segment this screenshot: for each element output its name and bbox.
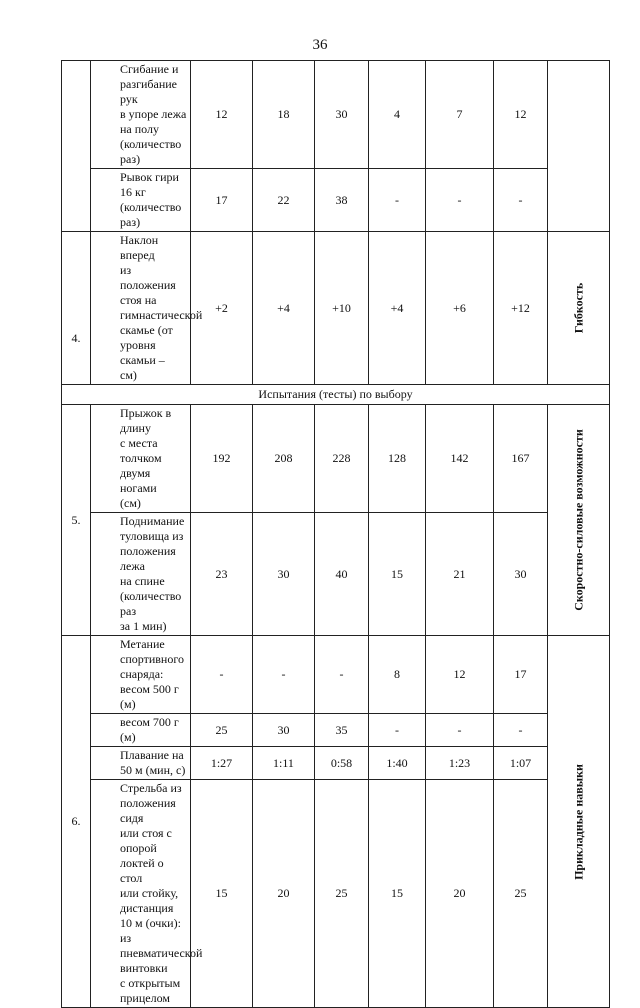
test-name-cell: Поднимание туловища из положения лежа на спине (количество раз за 1 мин) [91, 513, 191, 636]
value-cell: +2 [191, 232, 253, 385]
category-cell [548, 405, 610, 636]
value-cell: 30 [315, 61, 369, 169]
value-cell: - [315, 636, 369, 714]
value-cell: 20 [253, 780, 315, 1008]
value-cell: - [426, 714, 494, 747]
norms-table [61, 60, 610, 1008]
value-cell: 25 [494, 780, 548, 1008]
table-row [62, 780, 610, 1008]
test-name-cell: Рывок гири 16 кг (количество раз) [91, 169, 191, 232]
value-cell: - [494, 169, 548, 232]
table-row [62, 232, 610, 385]
value-cell: 228 [315, 405, 369, 513]
category-label: Скоростно-силовые возможности [571, 429, 585, 611]
test-name-cell: Прыжок в длину с места толчком двумя ногами (см) [91, 405, 191, 513]
value-cell: 25 [191, 714, 253, 747]
table-row [62, 714, 610, 747]
row-number-cell [62, 61, 91, 232]
table-row [62, 385, 610, 405]
value-cell: 18 [253, 61, 315, 169]
value-cell: 4 [369, 61, 426, 169]
value-cell: 142 [426, 405, 494, 513]
category-cell [548, 61, 610, 232]
category-label: Прикладные навыки [571, 763, 585, 880]
value-cell: - [369, 169, 426, 232]
value-cell: 30 [253, 714, 315, 747]
value-cell: 25 [315, 780, 369, 1008]
section-header: Испытания (тесты) по выбору [62, 385, 610, 405]
row-number-cell: 4. [62, 232, 91, 385]
value-cell: 17 [191, 169, 253, 232]
value-cell: 35 [315, 714, 369, 747]
value-cell: 167 [494, 405, 548, 513]
row-number-cell: 6. [62, 636, 91, 1008]
test-name-cell: Метание спортивного снаряда: весом 500 г (м) [91, 636, 191, 714]
value-cell: 12 [426, 636, 494, 714]
test-name-cell: весом 700 г (м) [91, 714, 191, 747]
value-cell: 23 [191, 513, 253, 636]
value-cell: 21 [426, 513, 494, 636]
test-name-cell: Стрельба из положения сидя или стоя с опорой локтей о стол или стойку, дистанция 10 м (очки): из пневматической винтовки с открытым прицелом [91, 780, 191, 1008]
value-cell: +4 [253, 232, 315, 385]
category-label: Гибкость [571, 282, 585, 334]
value-cell: 1:07 [494, 747, 548, 780]
value-cell: +4 [369, 232, 426, 385]
table-row [62, 747, 610, 780]
value-cell: 15 [369, 780, 426, 1008]
table-row [62, 513, 610, 636]
table-row [62, 405, 610, 513]
value-cell: - [426, 169, 494, 232]
value-cell: 12 [191, 61, 253, 169]
value-cell: 0:58 [315, 747, 369, 780]
value-cell: 1:27 [191, 747, 253, 780]
value-cell: - [191, 636, 253, 714]
table-row [62, 636, 610, 714]
category-cell [548, 636, 610, 1008]
value-cell: 30 [494, 513, 548, 636]
value-cell: 12 [494, 61, 548, 169]
category-cell [548, 232, 610, 385]
value-cell: 208 [253, 405, 315, 513]
value-cell: 15 [369, 513, 426, 636]
value-cell: 7 [426, 61, 494, 169]
value-cell: - [494, 714, 548, 747]
value-cell: 20 [426, 780, 494, 1008]
page-number: 36 [312, 37, 328, 53]
test-name-cell: Плавание на 50 м (мин, с) [91, 747, 191, 780]
value-cell: 22 [253, 169, 315, 232]
value-cell: 128 [369, 405, 426, 513]
value-cell: 8 [369, 636, 426, 714]
value-cell: 1:23 [426, 747, 494, 780]
table-row [62, 169, 610, 232]
value-cell: 1:11 [253, 747, 315, 780]
value-cell: 30 [253, 513, 315, 636]
value-cell: 38 [315, 169, 369, 232]
value-cell: 192 [191, 405, 253, 513]
value-cell: - [253, 636, 315, 714]
row-number-cell: 5. [62, 405, 91, 636]
value-cell: 15 [191, 780, 253, 1008]
value-cell: 1:40 [369, 747, 426, 780]
test-name-cell: Сгибание и разгибание рук в упоре лежа на полу (количество раз) [91, 61, 191, 169]
value-cell: 17 [494, 636, 548, 714]
table-row [62, 61, 610, 169]
value-cell: +6 [426, 232, 494, 385]
value-cell: +10 [315, 232, 369, 385]
value-cell: - [369, 714, 426, 747]
value-cell: +12 [494, 232, 548, 385]
value-cell: 40 [315, 513, 369, 636]
test-name-cell: Наклон вперед из положения стоя на гимнастической скамье (от уровня скамьи – см) [91, 232, 191, 385]
